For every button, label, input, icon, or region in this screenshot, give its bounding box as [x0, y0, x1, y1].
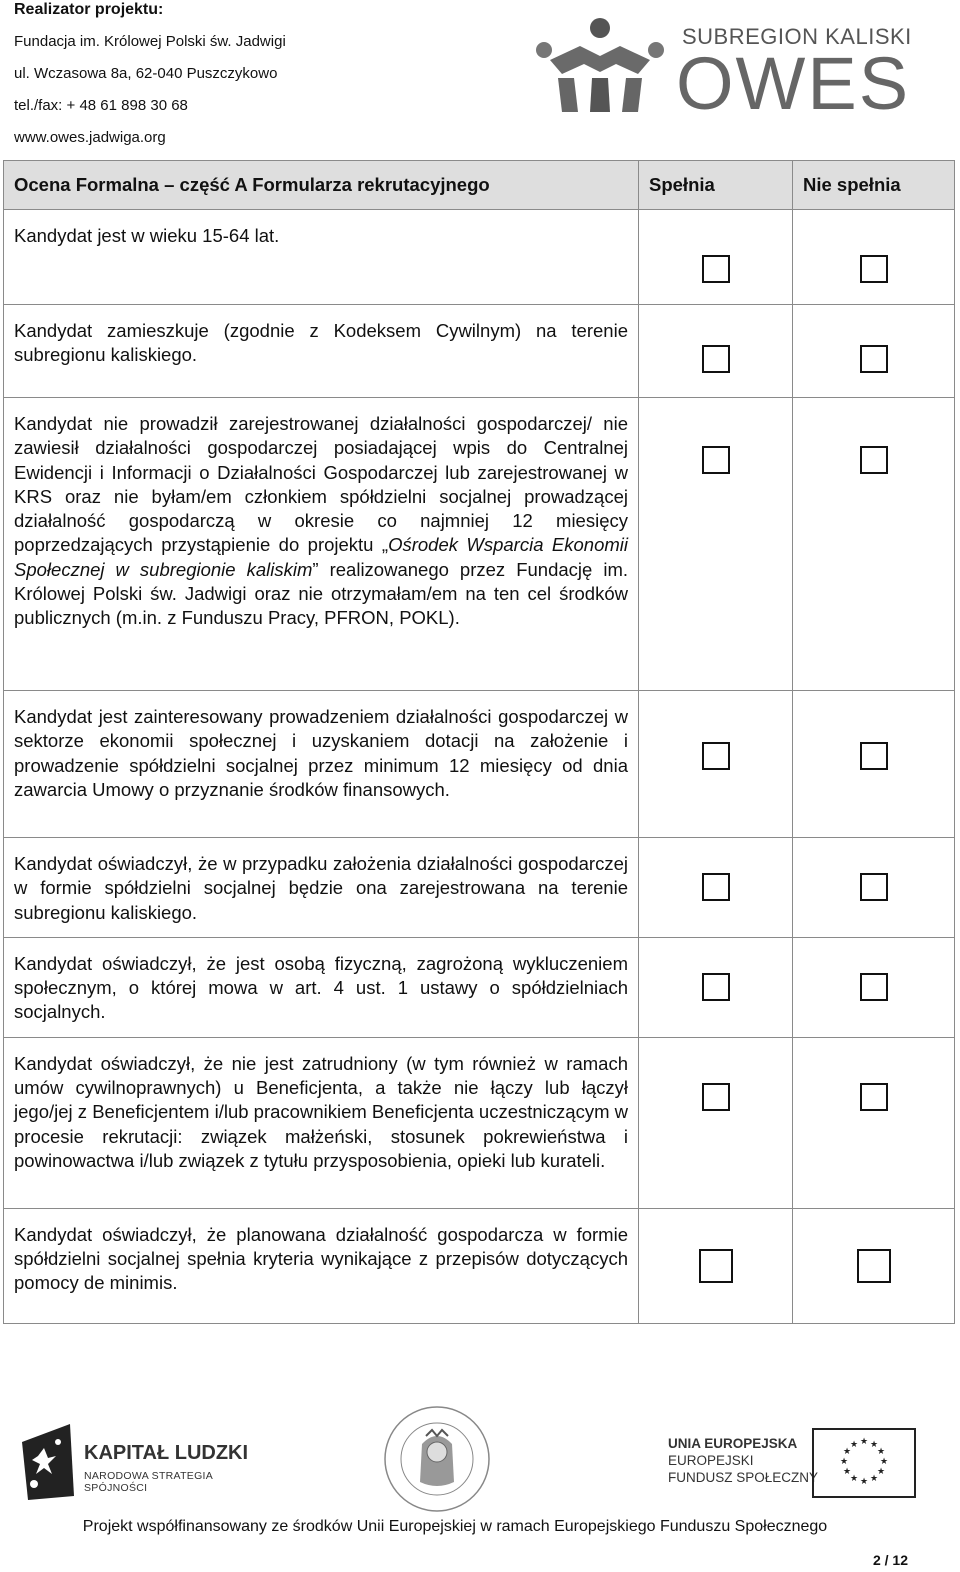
not-meets-checkbox[interactable] [860, 973, 888, 1001]
svg-text:★: ★ [876, 1467, 886, 1477]
svg-text:★: ★ [869, 1474, 879, 1484]
table-row [4, 210, 955, 305]
meets-checkbox[interactable] [702, 873, 730, 901]
criterion-text: Kandydat jest w wieku 15-64 lat. [4, 210, 639, 305]
svg-text:★: ★ [876, 1447, 886, 1457]
meets-cell [639, 1037, 793, 1208]
svg-text:★: ★ [849, 1440, 859, 1450]
phone-fax: tel./fax: + 48 61 898 30 68 [14, 97, 188, 114]
eu-flag-icon [812, 1428, 916, 1498]
meets-checkbox[interactable] [702, 255, 730, 283]
eu-stars-icon [814, 1430, 914, 1496]
not-meets-cell [793, 1208, 955, 1323]
table-row [4, 691, 955, 838]
kapital-ludzki-subtitle: NARODOWA STRATEGIA SPÓJNOŚCI [84, 1470, 213, 1494]
eu-efs-logo [668, 1426, 918, 1496]
realizer-label: Realizator projektu: [14, 1, 164, 18]
not-meets-cell [793, 1037, 955, 1208]
eu-text-line1: UNIA EUROPEJSKA [668, 1436, 798, 1451]
owes-logo [530, 16, 930, 125]
criterion-text: Kandydat zamieszkuje (zgodnie z Kodeksem Cywilnym) na terenie subregionu kaliskiego. [4, 305, 639, 398]
meets-checkbox[interactable] [702, 345, 730, 373]
criterion-text-part: Kandydat nie prowadził zarejestrowanej działalności gospodarczej/ nie zawiesił działalności gospodarczej posiadającej wpis do Centralnej Ewidencji i Informacji o Działalności Gospodarczej lub zarejestrowanej w KRS oraz nie byłam/em członkiem spółdzielni socjalnej prowadzącej działalność gospodarczą w okresie co najmniej 12 miesięcy poprzedzających przystąpienie do projektu „ [14, 413, 628, 556]
table-row [4, 1208, 955, 1323]
table-row [4, 398, 955, 691]
not-meets-cell [793, 210, 955, 305]
meets-checkbox[interactable] [702, 446, 730, 474]
not-meets-checkbox[interactable] [860, 345, 888, 373]
not-meets-checkbox[interactable] [857, 1249, 891, 1283]
criterion-text [4, 398, 639, 691]
kapital-ludzki-icon [18, 1422, 78, 1502]
svg-text:★: ★ [849, 1474, 859, 1484]
owes-region-text: SUBREGION KALISKI [682, 24, 912, 49]
svg-text:★: ★ [842, 1467, 852, 1477]
not-meets-checkbox[interactable] [860, 1083, 888, 1111]
table-row [4, 1037, 955, 1208]
meets-cell [639, 937, 793, 1037]
address: ul. Wczasowa 8a, 62-040 Puszczykowo [14, 65, 278, 82]
criterion-text: Kandydat jest zainteresowany prowadzeniem działalności gospodarczej w sektorze ekonomii społecznej i uzyskaniem dotacji na założenie i prowadzenie spółdzielni socjalnej przez minimum 12 miesięcy od dnia zawarcia Umowy o przyznanie środków finansowych. [4, 691, 639, 838]
criterion-text: Kandydat oświadczył, że jest osobą fizyczną, zagrożoną wykluczeniem społecznym, o której mowa w art. 4 ust. 1 ustawy o spółdzielniach socjalnych. [4, 937, 639, 1037]
crown-people-icon [530, 16, 670, 116]
not-meets-checkbox[interactable] [860, 873, 888, 901]
criterion-text-part: ” realizowanego przez Fundację im. Królowej Polski św. Jadwigi oraz nie otrzymałam/em na ten cel środków publicznych (m.in. z Funduszu Pracy, PFRON, POKL). [14, 558, 629, 629]
meets-cell [639, 1208, 793, 1323]
not-meets-header: Nie spełnia [793, 161, 955, 210]
meets-cell [639, 398, 793, 691]
svg-text:★: ★ [859, 1477, 869, 1487]
svg-text:★: ★ [859, 1437, 869, 1447]
project-name-italic: Ośrodek Wsparcia Ekonomii Społecznej w subregionie kaliskim [14, 534, 628, 580]
website-link[interactable]: www.owes.jadwiga.org [14, 129, 166, 146]
not-meets-cell [793, 398, 955, 691]
svg-text:★: ★ [839, 1457, 849, 1467]
not-meets-checkbox[interactable] [860, 255, 888, 283]
meets-cell [639, 838, 793, 938]
criterion-header: Ocena Formalna – część A Formularza rekrutacyjnego [4, 161, 639, 210]
meets-checkbox[interactable] [702, 1083, 730, 1111]
formal-evaluation-table [3, 160, 955, 1324]
kapital-ludzki-logo [18, 1422, 278, 1502]
not-meets-cell [793, 691, 955, 838]
criterion-text: Kandydat oświadczył, że nie jest zatrudniony (w tym również w ramach umów cywilnoprawnych) u Beneficjenta, a także nie łączy lub łączył jego/jej z Beneficjentem i/lub pracownikiem Beneficjenta uczestniczącym w procesie rekrutacji: związek małżeński, stosunek pokrewieństwa i powinowactwa i/lub związek z tytułu przysposobienia, opieki lub kurateli. [4, 1037, 639, 1208]
table-header-row [4, 161, 955, 210]
criterion-text: Kandydat oświadczył, że planowana działalność gospodarcza w formie spółdzielni socjalnej spełnia kryteria wynikające z przepisów dotyczących pomocy de minimis. [4, 1208, 639, 1323]
eu-text-line3: FUNDUSZ SPOŁECZNY [668, 1470, 819, 1485]
table-row [4, 937, 955, 1037]
svg-text:★: ★ [879, 1457, 889, 1467]
project-realizer-info [14, 0, 454, 160]
meets-checkbox[interactable] [702, 742, 730, 770]
not-meets-cell [793, 838, 955, 938]
owes-name-text: OWES [676, 42, 911, 125]
meets-header: Spełnia [639, 161, 793, 210]
table-row [4, 305, 955, 398]
not-meets-cell [793, 305, 955, 398]
not-meets-cell [793, 937, 955, 1037]
cofinancing-note: Projekt współfinansowany ze środków Unii Europejskiej w ramach Europejskiego Funduszu Społecznego [82, 1518, 828, 1535]
meets-cell [639, 691, 793, 838]
meets-checkbox[interactable] [699, 1249, 733, 1283]
table-row [4, 838, 955, 938]
not-meets-checkbox[interactable] [860, 446, 888, 474]
page-number: 2 / 12 [872, 1552, 908, 1568]
svg-text:★: ★ [842, 1447, 852, 1457]
foundation-seal [382, 1404, 492, 1514]
svg-text:★: ★ [869, 1440, 879, 1450]
meets-checkbox[interactable] [702, 973, 730, 1001]
kapital-ludzki-title: KAPITAŁ LUDZKI [84, 1442, 249, 1464]
meets-cell [639, 210, 793, 305]
meets-cell [639, 305, 793, 398]
eu-text-line2: EUROPEJSKI [668, 1453, 754, 1468]
seal-icon [382, 1404, 492, 1514]
criterion-text: Kandydat oświadczył, że w przypadku założenia działalności gospodarczej w formie spółdzielni socjalnej będzie ona zarejestrowana na terenie subregionu kaliskiego. [4, 838, 639, 938]
foundation-name: Fundacja im. Królowej Polski św. Jadwigi [14, 33, 286, 50]
not-meets-checkbox[interactable] [860, 742, 888, 770]
footer-logos [0, 1400, 960, 1510]
